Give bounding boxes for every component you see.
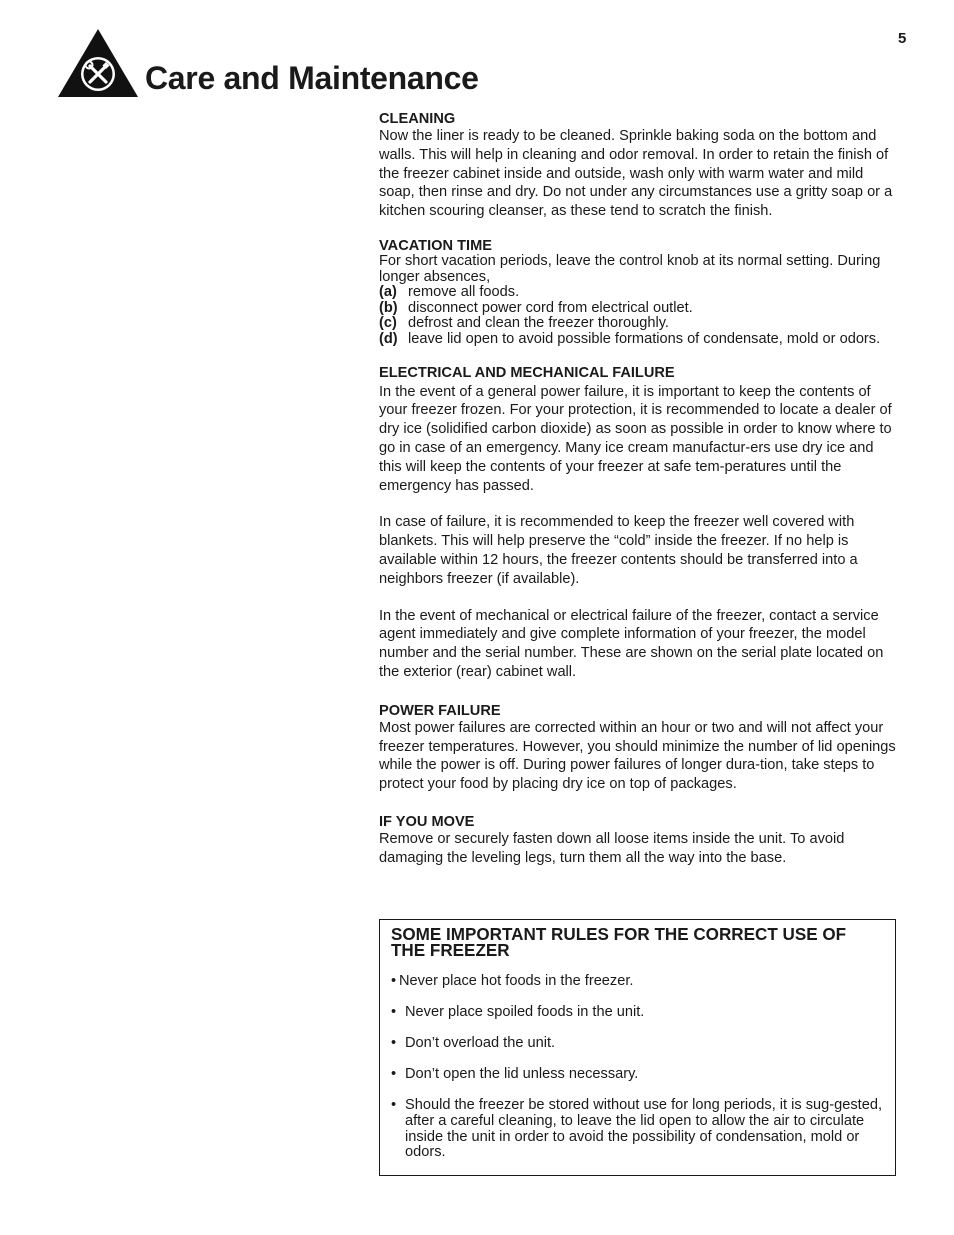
- list-item: [391, 1098, 883, 1160]
- cleaning-section: [379, 111, 897, 221]
- main-content: [379, 111, 897, 867]
- bullet-icon: •: [391, 1066, 397, 1083]
- list-item: [379, 285, 897, 301]
- page-number: 5: [898, 30, 907, 47]
- if-you-move-paragraph: Remove or securely fasten down all loose items inside the unit. To avoid damaging the leveling legs, turn them all the way into the base.: [379, 830, 845, 866]
- section-heading: CLEANING: [379, 111, 456, 127]
- rules-box-title: SOME IMPORTANT RULES FOR THE CORRECT USE OF THE FREEZER: [391, 925, 847, 960]
- bullet-icon: •: [391, 1097, 397, 1114]
- section-heading: IF YOU MOVE: [379, 813, 475, 830]
- failure-paragraph: In case of failure, it is recommended to keep the freezer well covered with blankets. This will help preserve the “cold” inside the freezer. If no help is available within 12 hours, the freezer contents should be transferred into a neighbors freezer (if available).: [379, 514, 858, 587]
- list-item: [379, 332, 897, 348]
- section-heading: ELECTRICAL AND MECHANICAL FAILURE: [379, 364, 675, 381]
- bullet-icon: •: [391, 973, 397, 989]
- list-item: [391, 974, 883, 990]
- list-marker: (b): [379, 299, 398, 316]
- important-rules-box: [379, 919, 896, 1176]
- wrench-screwdriver-triangle-icon: [57, 28, 139, 98]
- section-heading: VACATION TIME: [379, 237, 492, 254]
- list-item: [391, 1067, 883, 1083]
- list-marker: (a): [379, 284, 397, 301]
- power-failure-paragraph: Most power failures are corrected within an hour or two and will not affect your freezer temperatures. However, you should minimize the number of lid openings while the power is off. During power failures of longer dura-tion, take steps to protect your food by placing dry ice on top of packages.: [379, 719, 896, 793]
- power-failure-section: [379, 703, 897, 794]
- failure-paragraph: In the event of a general power failure, it is important to keep the contents of your freezer frozen. For your protection, it is recommended to locate a dealer of dry ice (solidified carbon dioxide) as soon as possible in order to know where to go in case of an emergency. Many ice cream manufactur-ers use dry ice and this will keep the contents of your freezer at safe tem-peratures until the emergency has passed.: [379, 383, 892, 494]
- list-item-text: disconnect power cord from electrical outlet.: [408, 299, 693, 316]
- bullet-icon: •: [391, 1035, 397, 1052]
- list-item-text: Never place spoiled foods in the unit.: [405, 1004, 645, 1021]
- rules-list: [391, 974, 883, 1161]
- list-item: [391, 1005, 883, 1021]
- cleaning-paragraph: Now the liner is ready to be cleaned. Sprinkle baking soda on the bottom and walls. This will help in cleaning and odor removal. In order to retain the finish of the freezer cabinet inside and outside, wash only with warm water and mild soap, then rinse and dry. Do not under any circumstances use a gritty soap or a kitchen scouring cleanser, as these tend to scratch the finish.: [379, 128, 893, 220]
- list-marker: (c): [379, 315, 397, 332]
- list-item: [379, 301, 897, 317]
- page-title: Care and Maintenance: [145, 60, 479, 96]
- vacation-list: [379, 285, 897, 347]
- bullet-icon: •: [391, 1004, 397, 1021]
- list-item: [391, 1036, 883, 1052]
- list-item-text: Never place hot foods in the freezer.: [399, 973, 634, 989]
- failure-paragraph: In the event of mechanical or electrical failure of the freezer, contact a service agent immediately and give complete information of your freezer, the model number and the serial number. These are shown on the serial plate located on the exterior (rear) cabinet wall.: [379, 607, 884, 680]
- vacation-intro: For short vacation periods, leave the control knob at its normal setting. During longer absences,: [379, 252, 881, 285]
- list-item-text: remove all foods.: [408, 284, 520, 301]
- list-item-text: defrost and clean the freezer thoroughly.: [408, 315, 669, 332]
- if-you-move-section: [379, 814, 897, 868]
- list-item-text: Should the freezer be stored without use for long periods, it is sug-gested, after a careful cleaning, to leave the lid open to allow the air to circulate inside the unit in order to avoid the possibility of condensation, mold or odors.: [405, 1097, 883, 1161]
- list-item-text: Don’t open the lid unless necessary.: [405, 1066, 639, 1083]
- failure-section: [379, 365, 897, 682]
- vacation-section: [379, 238, 897, 348]
- list-marker: (d): [379, 330, 398, 347]
- list-item: [379, 316, 897, 332]
- list-item-text: leave lid open to avoid possible formations of condensate, mold or odors.: [408, 330, 881, 347]
- list-item-text: Don’t overload the unit.: [405, 1035, 556, 1052]
- section-heading: POWER FAILURE: [379, 702, 501, 719]
